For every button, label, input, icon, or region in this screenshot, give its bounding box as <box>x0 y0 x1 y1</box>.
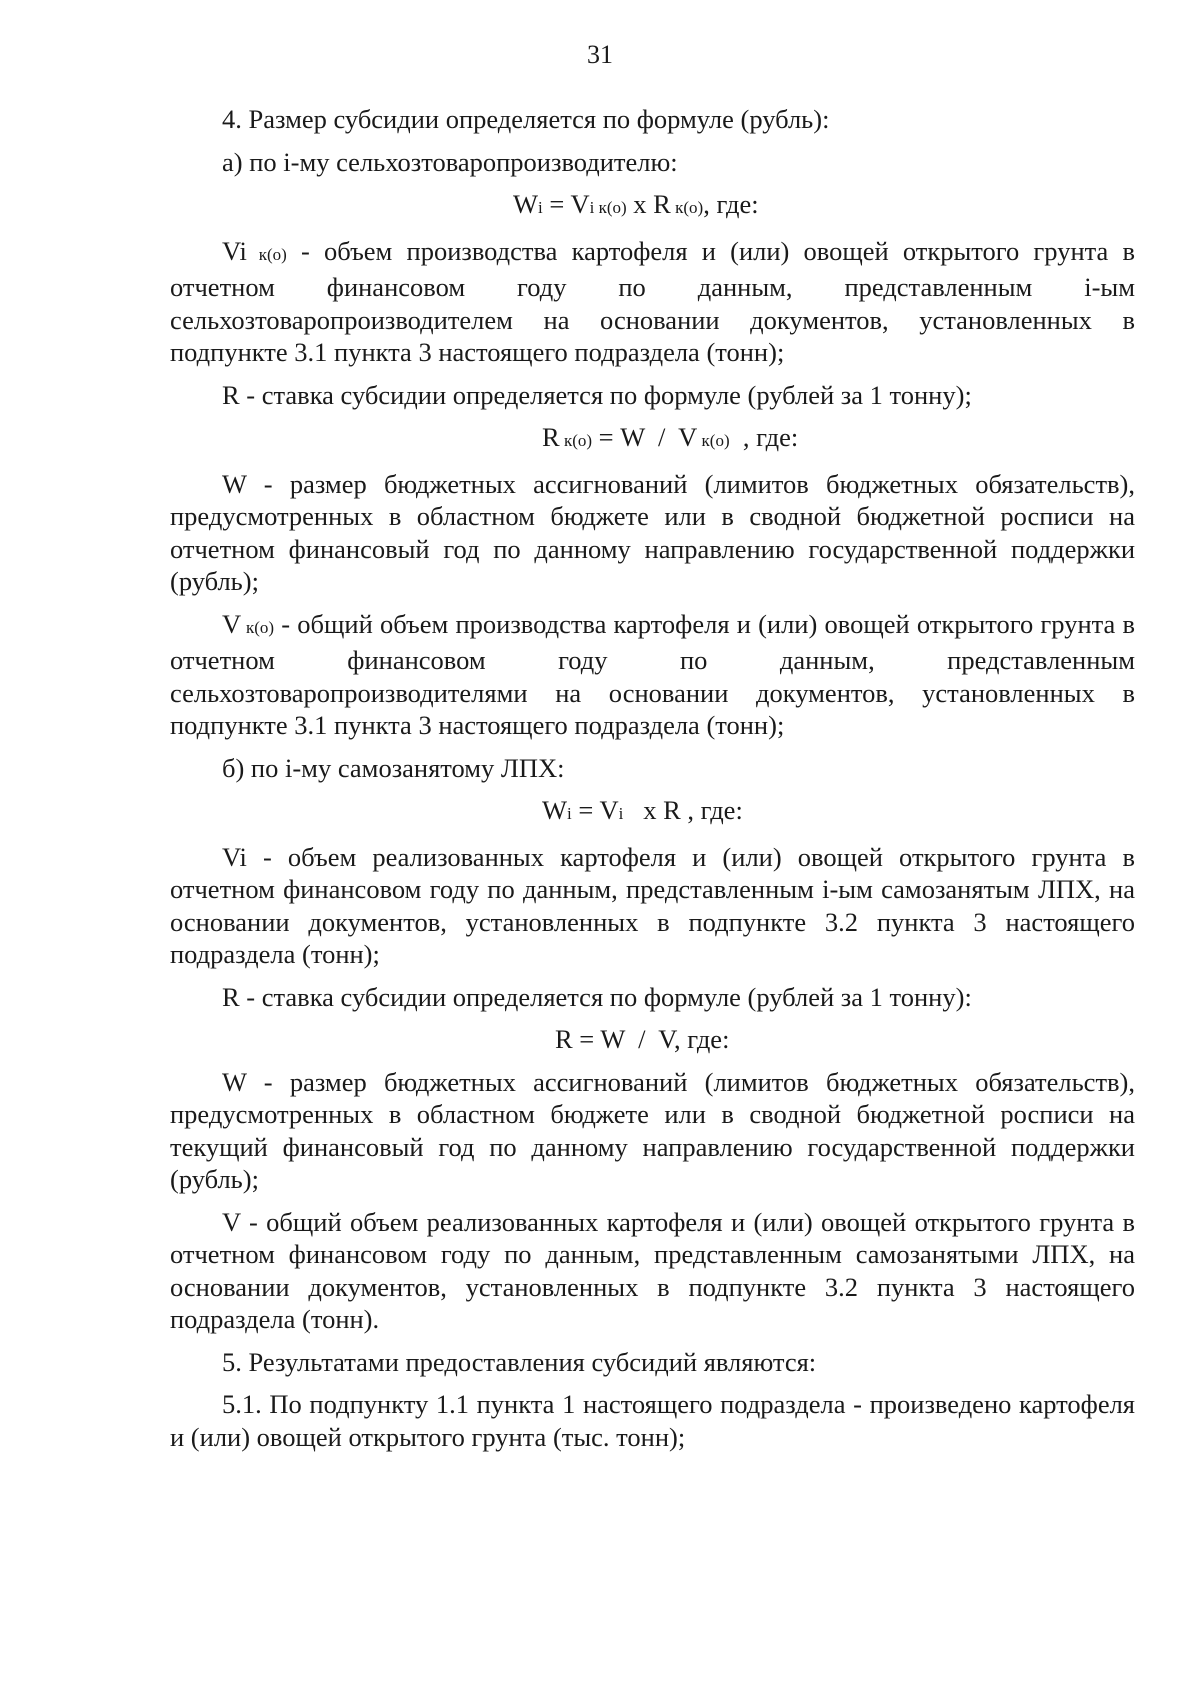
paragraph-v-self-employed-total: V - общий объем реализованных картофеля и (или) овощей открытого грунта в отчетном финансовом году по данным, представленным самозанятыми ЛПХ, на основании документов, установленных в подпункте 3.2 пункта 3 настоящего подраздела (тонн). <box>170 1206 1135 1334</box>
formula-r-producer: R к(о) = W / V к(о) , где: <box>542 422 799 452</box>
document-body <box>170 103 1135 1463</box>
formula-wi-self-employed: Wi = Vi x R , где: <box>542 795 743 825</box>
paragraph-producer: а) по i-му сельхозтоваропроизводителю: <box>222 146 678 177</box>
paragraph-result-5-1: 5.1. По подпункту 1.1 пункта 1 настоящего подраздела - произведено картофеля и (или) овощей открытого грунта (тыс. тонн); <box>170 1389 1135 1452</box>
paragraph-subsidy-size: 4. Размер субсидии определяется по формуле (рубль): <box>222 104 830 134</box>
page-number: 31 <box>587 40 613 69</box>
paragraph-rate-self-employed: R - ставка субсидии определяется по формуле (рублей за 1 тонну): <box>222 981 972 1012</box>
formula-wi-producer: Wi = Vi к(о) x R к(о), где: <box>513 189 759 219</box>
paragraph-w-definition: W - размер бюджетных ассигнований (лимитов бюджетных обязательств), предусмотренных в областном бюджете или в сводной бюджетной росписи на отчетном финансовый год по данному направлению государственной поддержки (рубль); <box>170 468 1135 596</box>
paragraph-self-employed: б) по i-му самозанятому ЛПХ: <box>222 752 565 783</box>
paragraph-rate-definition: R - ставка субсидии определяется по формуле (рублей за 1 тонну); <box>222 379 972 410</box>
paragraph-vi-self-employed: Vi - объем реализованных картофеля и (или) овощей открытого грунта в отчетном финансовом году по данным, представленным i-ым самозанятым ЛПХ, на основании документов, установленных в подпункте 3.2 пункта 3 настоящего подраздела (тонн); <box>170 841 1135 969</box>
formula-r-self-employed: R = W / V, где: <box>555 1024 730 1054</box>
paragraph-v-total-definition: V к(о) - общий объем производства картофеля и (или) овощей открытого грунта в отчетном финансовом году по данным, представленным сельхозтоваропроизводителями на основании документов, установленных в подпункте 3.1 пункта 3 настоящего подраздела (тонн); <box>170 608 1135 740</box>
paragraph-w-current-year: W - размер бюджетных ассигнований (лимитов бюджетных обязательств), предусмотренных в областном бюджете или в сводной бюджетной росписи на текущий финансовый год по данному направлению государственной поддержки (рубль); <box>170 1066 1135 1194</box>
paragraph-vi-definition: Vi к(о) - объем производства картофеля и (или) овощей открытого грунта в отчетном финансовом году по данным, представленным i-ым сельхозтоваропроизводителем на основании документов, установленных в подпункте 3.1 пункта 3 настоящего подраздела (тонн); <box>170 235 1136 367</box>
paragraph-results: 5. Результатами предоставления субсидий являются: <box>222 1346 817 1377</box>
